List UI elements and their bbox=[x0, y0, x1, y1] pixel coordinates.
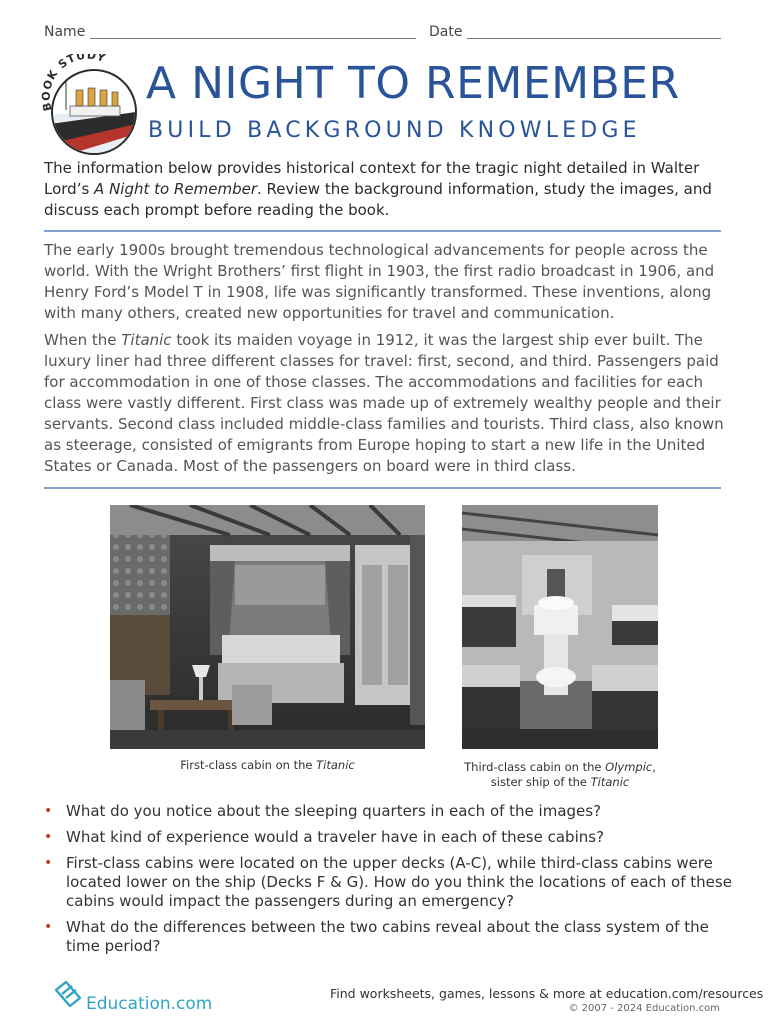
page-subtitle: BUILD BACKGROUND KNOWLEDGE bbox=[148, 118, 641, 143]
discussion-questions bbox=[44, 802, 734, 963]
page-title: A NIGHT TO REMEMBER bbox=[146, 58, 680, 109]
badge-text: BOOK STUDY bbox=[39, 54, 108, 113]
divider-top bbox=[44, 230, 721, 232]
ship-logo-icon bbox=[36, 54, 140, 158]
footer-tagline: Find worksheets, games, lessons & more at education.com/resources bbox=[330, 986, 764, 1001]
list-item: • What do the differences between the two cabins reveal about the class system of the time period? bbox=[44, 918, 709, 955]
list-item: • First-class cabins were located on the upper decks (A-C), while third-class cabins were located lower on the ship (Decks F & G). How do you think the locations of each of these cabins would impact the passengers during an emergency? bbox=[44, 854, 732, 910]
education-logo-icon bbox=[52, 978, 86, 1012]
third-class-caption: Third-class cabin on the Olympic, sister ship of the Titanic bbox=[464, 760, 656, 789]
footer-brand[interactable]: Education.com bbox=[86, 994, 213, 1014]
intro-text: The information below provides historical context for the tragic night detailed in Walter Lord’s A Night to Remember. Review the background information, study the images, and discuss each prompt before reading the book. bbox=[44, 159, 712, 219]
footer-copyright: © 2007 - 2024 Education.com bbox=[568, 1003, 720, 1014]
bullet-icon: • bbox=[44, 803, 53, 819]
list-item: • What kind of experience would a traveler have in each of these cabins? bbox=[44, 828, 605, 846]
first-class-cabin-photo bbox=[110, 505, 425, 749]
divider-bottom bbox=[44, 487, 721, 489]
date-field[interactable] bbox=[467, 38, 721, 39]
first-class-caption: First-class cabin on the Titanic bbox=[180, 758, 355, 772]
name-field[interactable] bbox=[90, 38, 416, 39]
date-label: Date bbox=[429, 24, 463, 40]
list-item: • What do you notice about the sleeping quarters in each of the images? bbox=[44, 802, 602, 820]
paragraph-2: When the Titanic took its maiden voyage in 1912, it was the largest ship ever built. The luxury liner had three different classes for travel: first, second, and third. Passengers paid for accommodation in one of those classes. The accommodations and facilities for each class were vastly different. First class was made up of extremely wealthy people and their servants. Second class included middle-class families and tourists. Third class, also known as steerage, consisted of emigrants from Europe hoping to start a new life in the United States or Canada. Most of the passengers on board were in third class. bbox=[44, 331, 724, 475]
name-label: Name bbox=[44, 24, 86, 40]
bullet-icon: • bbox=[44, 919, 53, 935]
third-class-cabin-photo bbox=[462, 505, 658, 749]
paragraph-1: The early 1900s brought tremendous technological advancements for people across the world. With the Wright Brothers’ first flight in 1903, the first radio broadcast in 1906, and Henry Ford’s Model T in 1908, life was significantly transformed. These inventions, along with many others, created new opportunities for travel and communication. bbox=[44, 241, 715, 322]
bullet-icon: • bbox=[44, 829, 53, 845]
book-title: A Night to Remember bbox=[94, 180, 257, 198]
bullet-icon: • bbox=[44, 855, 53, 871]
book-study-badge bbox=[36, 54, 140, 158]
